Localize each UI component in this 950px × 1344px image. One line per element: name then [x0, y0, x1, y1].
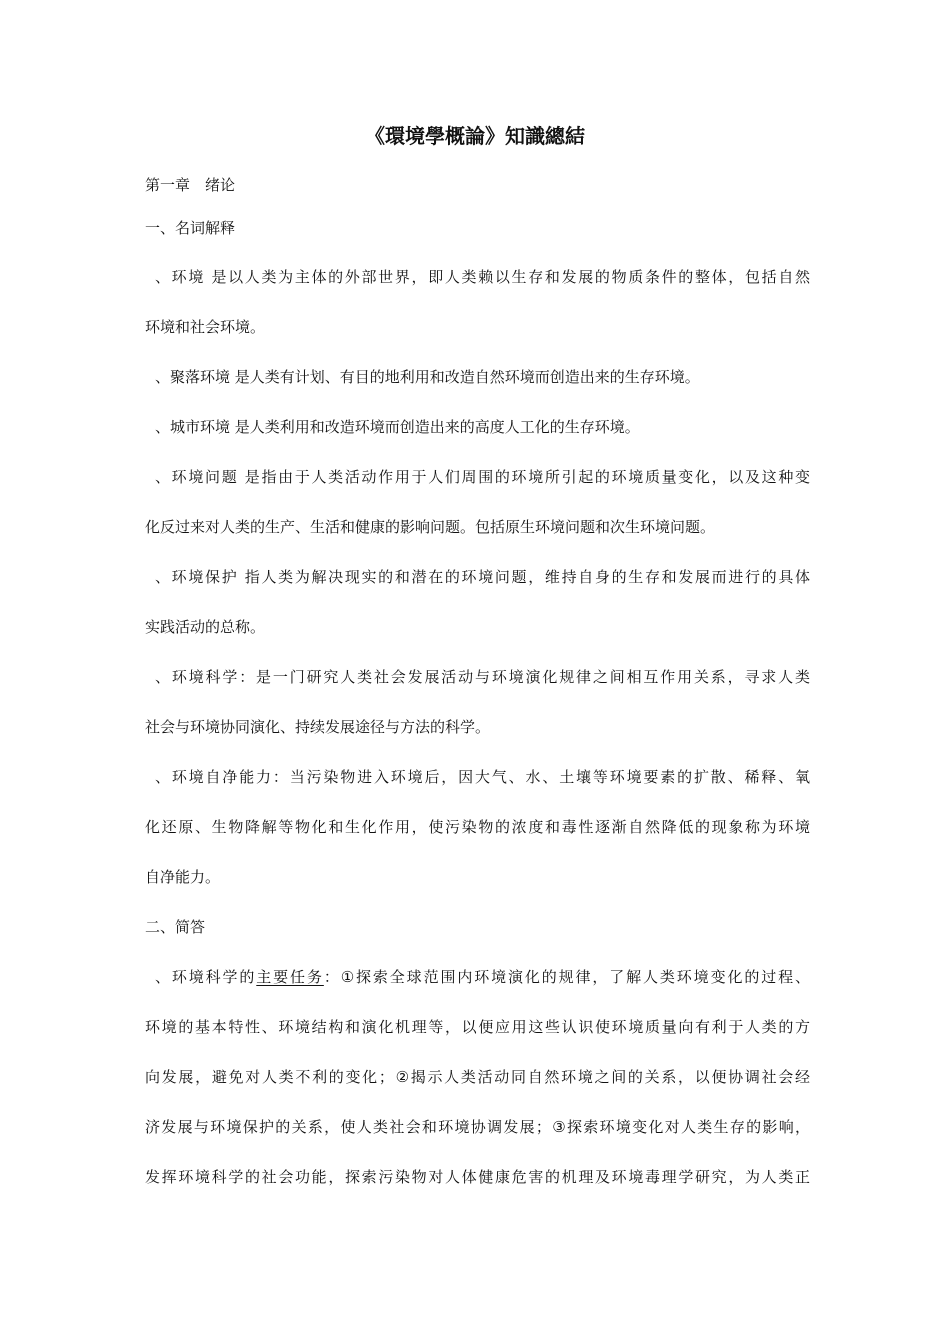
definition-environment-line2: 环境和社会环境。: [145, 318, 266, 336]
definition-self-purification-line3: 自净能力。: [145, 868, 221, 886]
definition-environmental-problem-line1: 、环境问题 是指由于人类活动作用于人们周围的环境所引起的环境质量变化，以及这种变: [155, 468, 810, 486]
answer-line1: [155, 966, 810, 988]
definition-environmental-problem-line2: 化反过来对人类的生产、生活和健康的影响问题。包括原生环境问题和次生环境问题。: [145, 518, 716, 536]
answer-line4: 济发展与环境保护的关系，使人类社会和环境协调发展；③探索环境变化对人类生存的影响，: [145, 1118, 810, 1136]
definition-self-purification-line2: 化还原、生物降解等物化和生化作用，使污染物的浓度和毒性逐渐自然降低的现象称为环境: [145, 818, 810, 836]
definition-settlement-environment: 、聚落环境 是人类有计划、有目的地利用和改造自然环境而创造出来的生存环境。: [155, 368, 700, 386]
definition-urban-environment: 、城市环境 是人类利用和改造环境而创造出来的高度人工化的生存环境。: [155, 418, 640, 436]
definition-self-purification-line1: 、环境自净能力：当污染物进入环境后，因大气、水、土壤等环境要素的扩散、稀释、氧: [155, 768, 810, 786]
answer-underlined-term: 主要任务: [256, 968, 324, 986]
definition-environmental-science-line1: 、环境科学：是一门研究人类社会发展活动与环境演化规律之间相互作用关系，寻求人类: [155, 668, 810, 686]
definition-environment-line1: 、环境 是以人类为主体的外部世界，即人类赖以生存和发展的物质条件的整体，包括自然: [155, 268, 810, 286]
answer-line5: 发挥环境科学的社会功能，探索污染物对人体健康危害的机理及环境毒理学研究，为人类正: [145, 1168, 810, 1186]
section-heading-short-answer: 二、简答: [145, 918, 206, 936]
chapter-heading: 第一章 绪论: [145, 176, 236, 194]
answer-prefix: 、环境科学的: [155, 968, 257, 986]
section-heading-definitions: 一、名词解释: [145, 219, 236, 237]
definition-environmental-protection-line2: 实践活动的总称。: [145, 618, 266, 636]
answer-line2: 环境的基本特性、环境结构和演化机理等，以便应用这些认识使环境质量向有利于人类的方: [145, 1018, 810, 1036]
answer-line1-rest: ：①探索全球范围内环境演化的规律，了解人类环境变化的过程、: [323, 968, 810, 986]
definition-environmental-science-line2: 社会与环境协同演化、持续发展途径与方法的科学。: [145, 718, 491, 736]
definition-environmental-protection-line1: 、环境保护 指人类为解决现实的和潜在的环境问题，维持自身的生存和发展而进行的具体: [155, 568, 810, 586]
answer-line3: 向发展，避免对人类不利的变化；②揭示人类活动同自然环境之间的关系，以便协调社会经: [145, 1068, 810, 1086]
document-title: 《環境學概論》知識總結: [365, 124, 585, 148]
